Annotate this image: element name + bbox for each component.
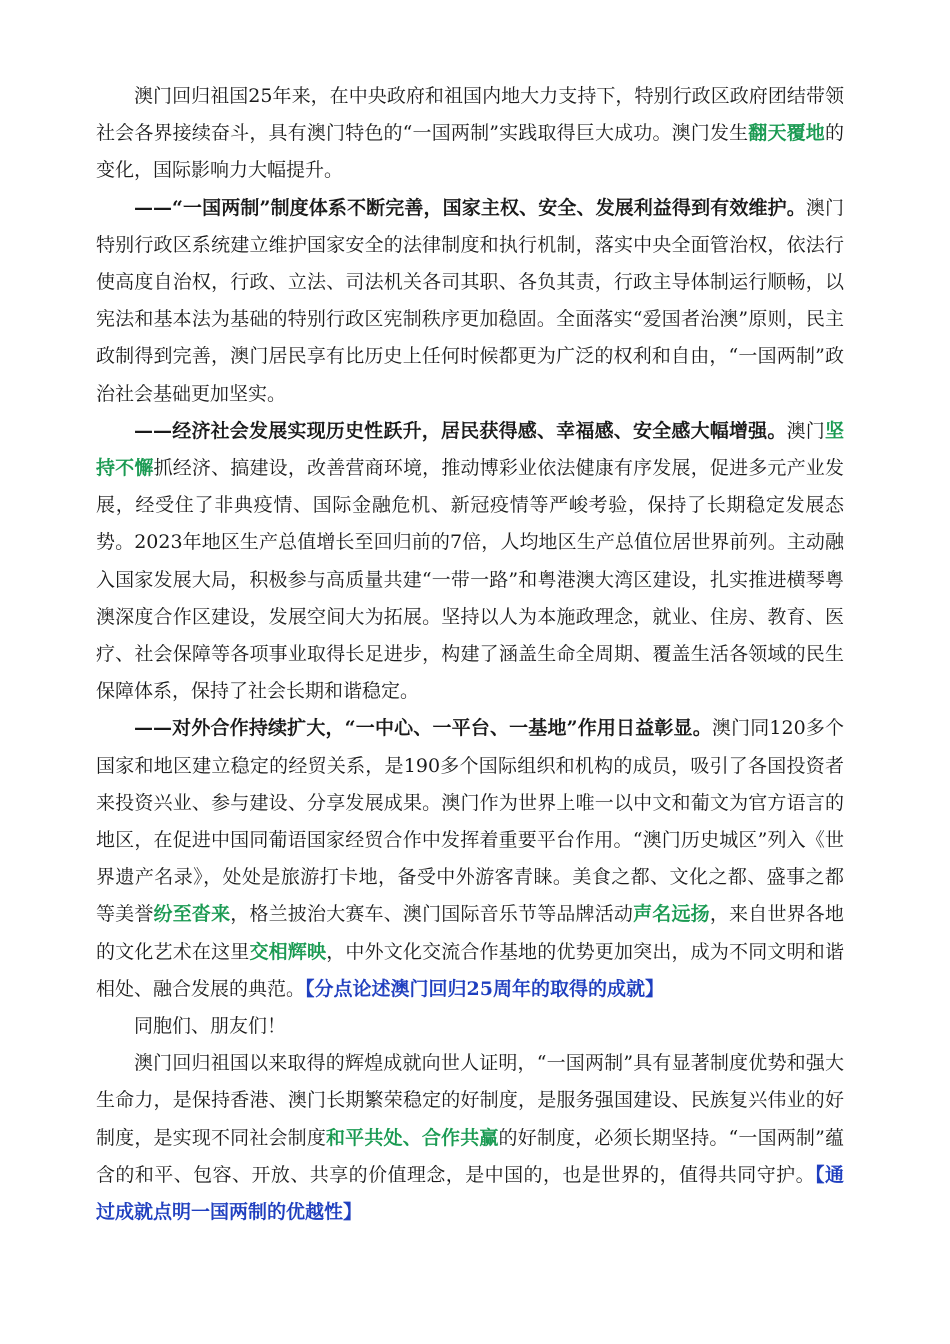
text-span: ，中外文化交流合作基地的优势更加突出，成为不同文明和谐相处、融合发展的典范。	[96, 940, 844, 1000]
highlight-phrase: 声名远扬	[633, 903, 710, 926]
text-span: ，格兰披治大赛车、澳门国际音乐节等品牌活动	[230, 903, 634, 926]
annotation-note: 【分点论述澳门回归25周年的取得的成就】	[305, 977, 664, 1000]
highlight-phrase: 坚持不懈	[96, 419, 844, 480]
paragraph-point-two	[96, 413, 844, 711]
paragraph-salutation	[96, 1008, 844, 1045]
highlight-phrase: 和平共处、合作共赢	[326, 1126, 499, 1149]
paragraph-intro	[96, 78, 844, 190]
paragraph-point-three	[96, 710, 844, 1008]
point-heading: ——经济社会发展实现历史性跃升，居民获得感、幸福感、安全感大幅增强。	[134, 419, 787, 442]
text-span: 抓经济、搞建设，改善营商环境，推动博彩业依法健康有序发展，促进多元产业发展，经受住了非典疫情、国际金融危机、新冠疫情等严峻考验，保持了长期稳定发展态势。2023年地区生产总值增长至回归前的7倍，人均地区生产总值位居世界前列。主动融入国家发展大局，积极参与高质量共建“一带一路”和粤港澳大湾区建设，扎实推进横琴粤澳深度合作区建设，发展空间大为拓展。坚持以人为本施政理念，就业、住房、教育、医疗、社会保障等各项事业取得长足进步，构建了涵盖生命全周期、覆盖生活各领域的民生保障体系，保持了社会长期和谐稳定。	[96, 457, 844, 703]
highlight-phrase: 纷至沓来	[153, 903, 231, 926]
paragraph-conclusion	[96, 1045, 844, 1231]
paragraph-point-one	[96, 190, 844, 413]
text-span: ，来自世界各地的文化艺术在这里	[96, 903, 844, 963]
highlight-phrase: 交相辉映	[249, 940, 327, 963]
text-span: 的变化，国际影响力大幅提升。	[96, 122, 844, 182]
text-span: 澳门特别行政区系统建立维护国家安全的法律制度和执行机制，落实中央全面管治权，依法行使高度自治权，行政、立法、司法机关各司其职、各负其责，行政主导体制运行顺畅，以宪法和基本法为基础的特别行政区宪制秩序更加稳固。全面落实“爱国者治澳”原则，民主政制得到完善，澳门居民享有比历史上任何时候都更为广泛的权利和自由，“一国两制”政治社会基础更加坚实。	[96, 196, 844, 405]
text-span: 澳门同120多个国家和地区建立稳定的经贸关系，是190多个国际组织和机构的成员，吸引了各国投资者来投资兴业、参与建设、分享发展成果。澳门作为世界上唯一以中文和葡文为官方语言的地区，在促进中国同葡语国家经贸合作中发挥着重要平台作用。“澳门历史城区”列入《世界遗产名录》，处处是旅游打卡地，备受中外游客青睐。美食之都、文化之都、盛事之都等美誉	[96, 717, 845, 926]
highlight-phrase: 翻天覆地	[748, 122, 825, 145]
text-span: 同胞们、朋友们！	[134, 1015, 287, 1038]
text-span: 澳门回归祖国25年来，在中央政府和祖国内地大力支持下，特别行政区政府团结带领社会各界接续奋斗，具有澳门特色的“一国两制”实践取得巨大成功。澳门发生	[96, 85, 844, 145]
point-heading: ——“一国两制”制度体系不断完善，国家主权、安全、发展利益得到有效维护。	[134, 196, 806, 219]
text-span: 澳门回归祖国以来取得的辉煌成就向世人证明，“一国两制”具有显著制度优势和强大生命力，是保持香港、澳门长期繁荣稳定的好制度，是服务强国建设、民族复兴伟业的好制度，是实现不同社会制度	[96, 1052, 844, 1149]
annotation-note: 【通过成就点明一国两制的优越性】	[96, 1163, 844, 1224]
document-page	[96, 78, 844, 1231]
text-span: 的好制度，必须长期坚持。“一国两制”蕴含的和平、包容、开放、共享的价值理念，是中国的，也是世界的，值得共同守护。	[96, 1126, 844, 1186]
point-heading: ——对外合作持续扩大，“一中心、一平台、一基地”作用日益彰显。	[134, 717, 712, 740]
text-span: 澳门	[786, 419, 825, 442]
